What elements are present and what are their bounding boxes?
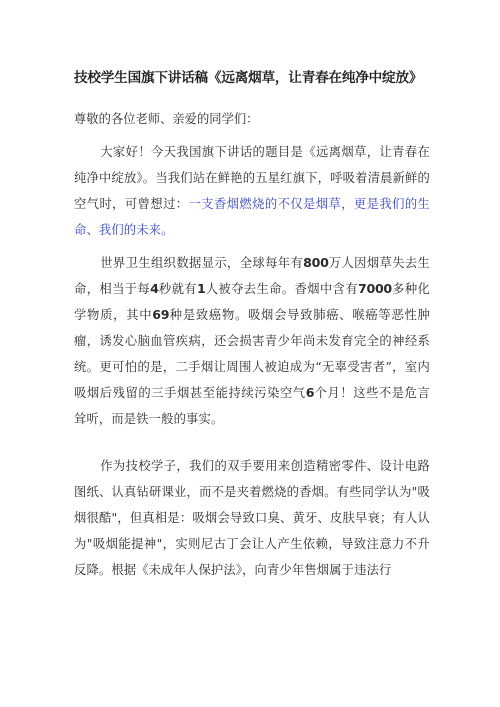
paragraph-text: 种是致癌物。吸烟会导致肺癌、喉癌等恶性肿瘤，诱发心脑血管疾病，还会损害青少年尚未发育完全的神经系统。更可怕的是，二手烟让周围人被迫成为“无辜受害者”，室内吸烟后残留的三手烟甚至能持续污染空气: [74, 308, 430, 400]
number-7000: 7000: [358, 281, 392, 296]
number-800: 800: [303, 255, 329, 270]
number-4: 4: [150, 281, 159, 296]
paragraph-opening: [74, 139, 430, 243]
paragraph-students: [74, 453, 430, 583]
number-1: 1: [196, 281, 206, 296]
paragraph-text: 大家好！今天我国旗下讲话的题目是《远离烟草，让青春在纯净中绽放》。当我们站在鲜艳的五星红旗下，呼吸着清晨新鲜的空气时，可曾想过：: [74, 145, 430, 211]
paragraph-text: 万人因烟草失去生命，相当于每: [74, 256, 431, 296]
document-title: 技校学生国旗下讲话稿《远离烟草，让青春在纯净中绽放》: [74, 70, 423, 86]
highlighted-text: 一支香烟燃烧的不仅是烟草，更是我们的生命、我们的未来。: [74, 197, 430, 237]
paragraph-text: 作为技校学子，我们的双手要用来创造精密零件、设计电路图纸、认真钻研课业，而不是夹着燃烧的香烟。有些同学认为"吸烟很酷"，但真相是：吸烟会导致口臭、黄牙、皮肤早衰；有人认为"吸烟能提神"，实则尼古丁会让人产生依赖，导致注意力不升反降。根据《未成年人保护法》，向青少年售烟属于违法行: [74, 459, 430, 577]
paragraph-text: 多种化学物质，其中: [74, 282, 430, 322]
paragraph-text: 世界卫生组织数据显示，全球每年有: [100, 256, 304, 270]
paragraph-statistics: [74, 250, 430, 432]
number-6: 6: [305, 385, 315, 400]
paragraph-text: 个月！这些不是危言耸听，而是铁一般的事实。: [74, 386, 430, 426]
paragraph-text: 人被夺去生命。香烟中含有: [205, 282, 359, 296]
number-69: 69: [152, 307, 170, 322]
paragraph-text: 秒就有: [158, 282, 197, 296]
salutation: 尊敬的各位老师、亲爱的同学们：: [74, 112, 259, 126]
